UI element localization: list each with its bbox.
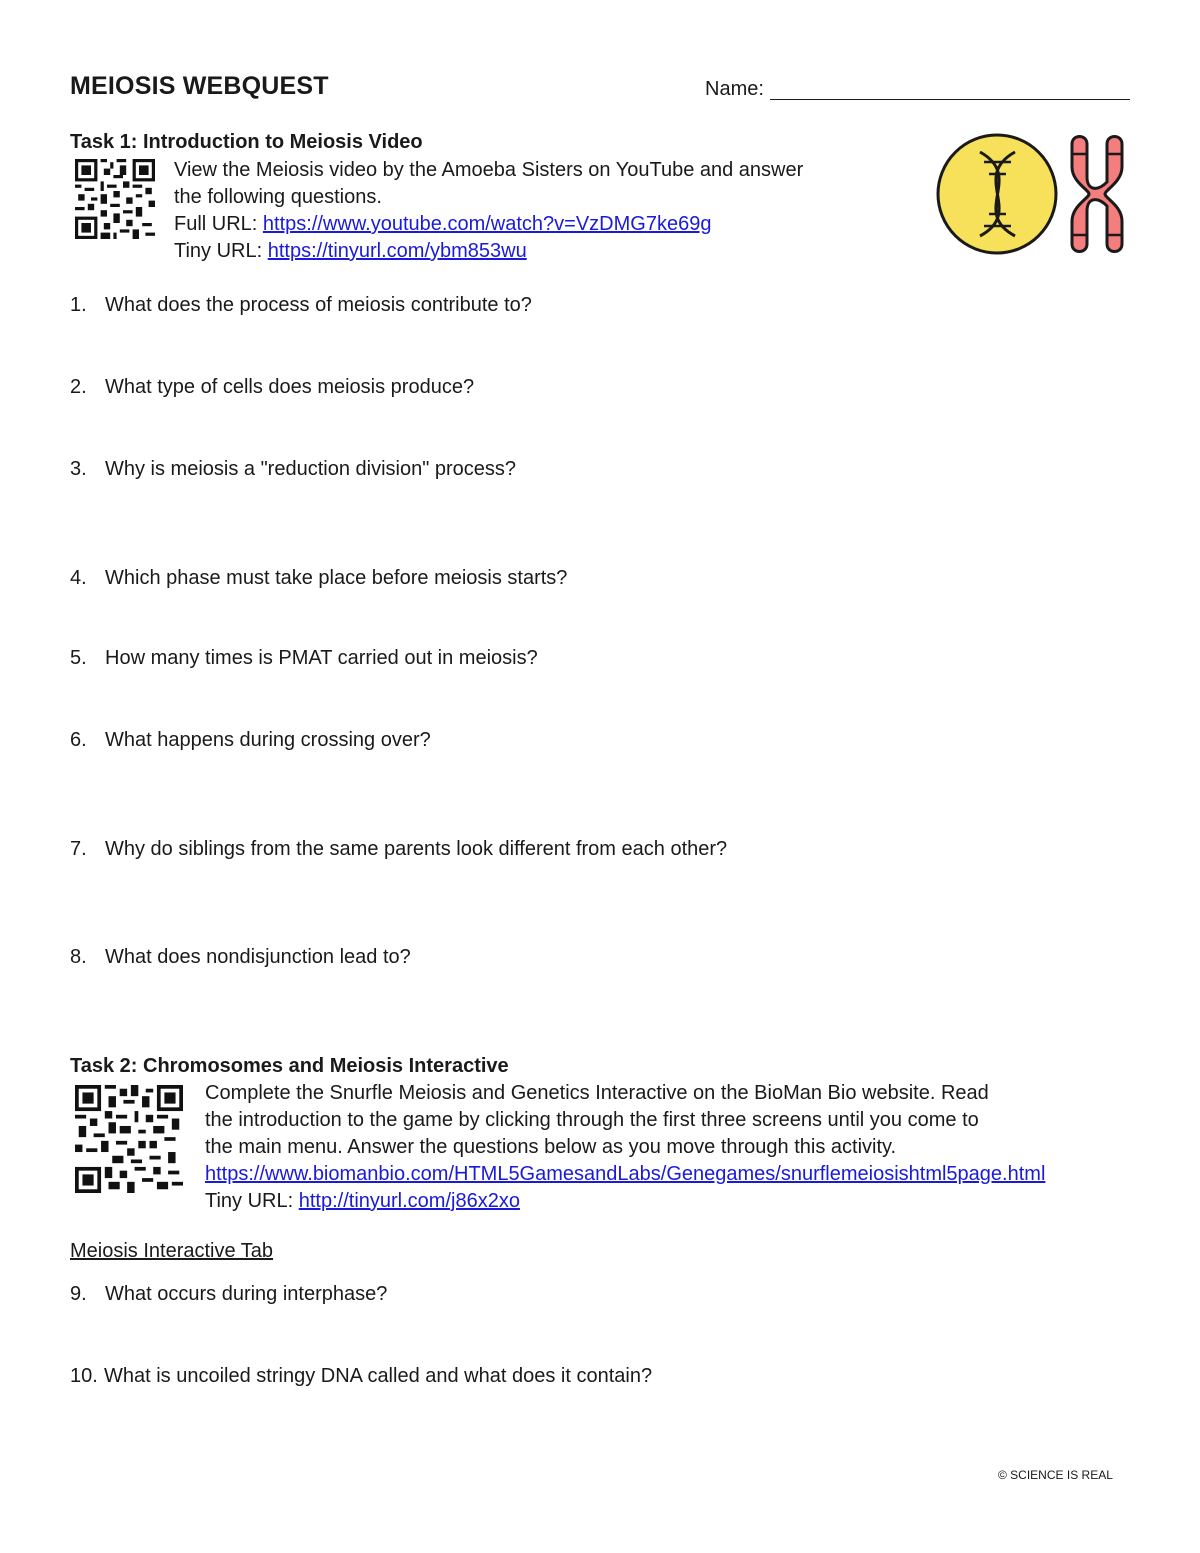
question-text: What does nondisjunction lead to? <box>105 946 411 968</box>
task2-tiny-url-row <box>205 1188 1045 1215</box>
tiny-url-label: Tiny URL: <box>174 240 268 262</box>
question-number: 8. <box>70 946 87 968</box>
question-9 <box>70 1283 387 1306</box>
question-2 <box>70 376 474 399</box>
task1-intro-line1: View the Meiosis video by the Amoeba Sisters on YouTube and answer <box>174 159 804 181</box>
qr-code-icon <box>75 158 155 240</box>
question-text: How many times is PMAT carried out in meiosis? <box>105 647 538 669</box>
question-number: 6. <box>70 729 87 751</box>
question-8 <box>70 946 411 969</box>
question-text: Which phase must take place before meiosis starts? <box>105 567 568 589</box>
question-text: What happens during crossing over? <box>105 729 431 751</box>
question-5 <box>70 647 538 670</box>
meiosis-interactive-tab-subheading: Meiosis Interactive Tab <box>70 1240 274 1262</box>
dna-chromosome-logo-icon <box>935 132 1135 257</box>
question-text: Why do siblings from the same parents look different from each other? <box>105 838 728 860</box>
full-url-label: Full URL: <box>174 213 263 235</box>
question-number: 5. <box>70 647 87 669</box>
task2-intro-line2: the introduction to the game by clicking through the first three screens until you come to <box>205 1109 979 1131</box>
task2-intro-line3: the main menu. Answer the questions below as you move through this activity. <box>205 1136 897 1158</box>
question-7 <box>70 838 727 861</box>
question-number: 4. <box>70 567 87 589</box>
question-6 <box>70 729 431 752</box>
question-4 <box>70 567 567 590</box>
task2-heading: Task 2: Chromosomes and Meiosis Interactive <box>70 1055 509 1077</box>
task2-intro-line1: Complete the Snurfle Meiosis and Genetics Interactive on the BioMan Bio website. Read <box>205 1082 989 1104</box>
question-number: 3. <box>70 458 87 480</box>
biomanbio-url-link[interactable]: https://www.biomanbio.com/HTML5GamesandLabs/Genegames/snurflemeiosishtml5page.html <box>205 1163 1046 1185</box>
task1-intro-line2: the following questions. <box>174 186 382 208</box>
tiny-url-link[interactable]: https://tinyurl.com/ybm853wu <box>267 240 527 262</box>
tiny-url-label: Tiny URL: <box>205 1190 299 1212</box>
question-text: What type of cells does meiosis produce? <box>105 376 475 398</box>
name-label: Name: <box>705 78 764 100</box>
question-10 <box>70 1365 652 1388</box>
question-text: Why is meiosis a "reduction division" process? <box>105 458 517 480</box>
question-number: 10. <box>70 1365 98 1387</box>
task2-full-url-row <box>205 1161 1045 1188</box>
question-number: 2. <box>70 376 87 398</box>
question-text: What does the process of meiosis contribute to? <box>105 294 532 316</box>
question-number: 7. <box>70 838 87 860</box>
question-1 <box>70 294 532 317</box>
page-title: MEIOSIS WEBQUEST <box>70 72 329 100</box>
question-number: 1. <box>70 294 87 316</box>
task1-intro <box>174 157 803 265</box>
task1-full-url-row <box>174 211 803 238</box>
task1-tiny-url-row <box>174 238 803 265</box>
name-field-line[interactable] <box>770 99 1130 100</box>
question-3 <box>70 458 516 481</box>
qr-code-icon <box>75 1085 183 1193</box>
question-text: What is uncoiled stringy DNA called and what does it contain? <box>104 1365 653 1387</box>
task1-heading: Task 1: Introduction to Meiosis Video <box>70 131 423 153</box>
tiny-url-link[interactable]: http://tinyurl.com/j86x2xo <box>298 1190 520 1212</box>
copyright-footer: © SCIENCE IS REAL <box>998 1468 1113 1482</box>
full-url-link[interactable]: https://www.youtube.com/watch?v=VzDMG7ke69g <box>262 213 712 235</box>
question-number: 9. <box>70 1283 87 1305</box>
task2-intro <box>205 1080 1045 1215</box>
question-text: What occurs during interphase? <box>105 1283 388 1305</box>
